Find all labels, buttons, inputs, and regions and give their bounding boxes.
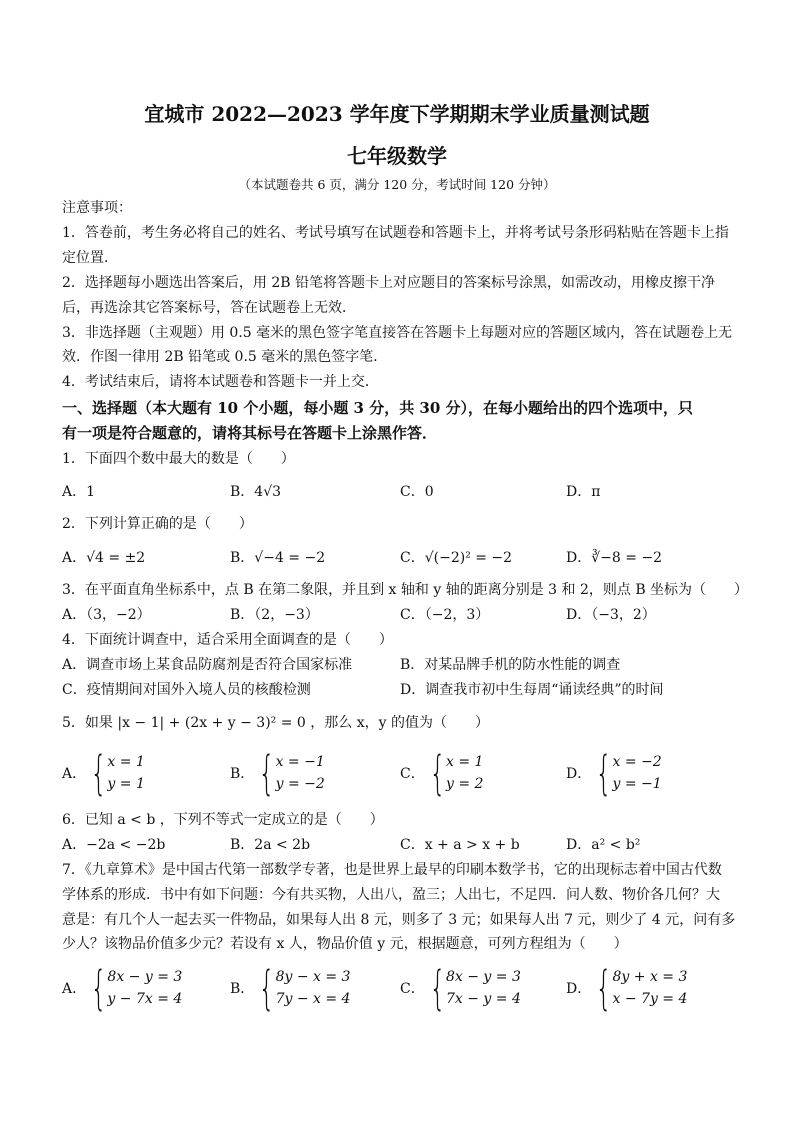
q5-option-d xyxy=(566,746,662,800)
q5-option-a xyxy=(62,746,145,800)
equation: y = −2 xyxy=(275,776,325,792)
equation: x = −2 xyxy=(612,754,662,770)
equation: 8y + x = 3 xyxy=(612,969,688,985)
q4-option-b: B．对某品牌手机的防水性能的调查 xyxy=(400,657,621,673)
brace-icon: { xyxy=(429,746,446,800)
instruction-line: 定位置． xyxy=(62,250,118,266)
equation: y − 7x = 4 xyxy=(107,991,183,1007)
equation: y = 1 xyxy=(107,776,145,792)
equation: x = 1 xyxy=(107,754,145,770)
section-heading: 有一项是符合题意的，请将其标号在答题卡上涂黑作答． xyxy=(62,424,438,442)
equation: x − 7y = 4 xyxy=(612,991,688,1007)
q4-option-d: D．调查我市初中生每周“诵读经典”的时间 xyxy=(400,682,664,698)
q3-option-b: B．（2，−3） xyxy=(230,607,319,623)
question-7-text: 学体系的形成．书中有如下问题：今有共买物，人出八，盈三；人出七，不足四．问人数、物价各几何？大 xyxy=(62,887,720,903)
brace-icon: { xyxy=(90,746,107,800)
q6-option-b: B．2a < 2b xyxy=(230,837,311,853)
brace-icon: { xyxy=(595,746,612,800)
q7-option-c-label: C． xyxy=(400,981,425,997)
q5-option-d-label: D． xyxy=(566,766,592,782)
q1-option-c: C．0 xyxy=(400,484,434,500)
q2-option-b: B．√−4 = −2 xyxy=(230,550,326,566)
q2-option-c: C．√(−2)² = −2 xyxy=(400,550,513,566)
q6-option-c: C．x + a > x + b xyxy=(400,837,520,853)
instruction-line: 3．非选择题（主观题）用 0.5 毫米的黑色签字笔直接答在答题卡上每题对应的答题区域内，答在试题卷上无 xyxy=(62,325,733,341)
q1-option-a: A．1 xyxy=(62,484,96,500)
brace-icon: { xyxy=(429,961,446,1015)
exam-subject: 七年级数学 xyxy=(347,144,447,168)
brace-icon: { xyxy=(595,961,612,1015)
equation: x = 1 xyxy=(446,754,484,770)
q5-option-a-label: A． xyxy=(62,766,87,782)
q7-option-c xyxy=(400,961,521,1015)
q3-option-a: A．（3，−2） xyxy=(62,607,151,623)
equation: 8x − y = 3 xyxy=(446,969,521,985)
q4-option-a: A．调查市场上某食品防腐剂是否符合国家标准 xyxy=(62,657,353,673)
q7-option-b-label: B． xyxy=(230,981,255,997)
section-heading: 一、选择题（本大题有 10 个小题，每小题 3 分，共 30 分），在每小题给出的四个选项中，只 xyxy=(62,399,694,417)
question-6-stem: 6．已知 a < b ，下列不等式一定成立的是（ ） xyxy=(62,812,384,828)
q6-option-d: D．a² < b² xyxy=(566,837,641,853)
equation: 8x − y = 3 xyxy=(107,969,183,985)
instruction-line: 后，再选涂其它答案标号，答在试题卷上无效． xyxy=(62,300,356,316)
q3-option-d: D．（−3，2） xyxy=(566,607,656,623)
question-4-stem: 4．下面统计调查中，适合采用全面调查的是（ ） xyxy=(62,632,393,648)
instruction-line: 2．选择题每小题选出答案后，用 2B 铅笔将答题卡上对应题目的答案标号涂黑，如需改动，用橡皮擦干净 xyxy=(62,275,716,291)
q1-option-b: B．4√3 xyxy=(230,484,282,500)
equation: 8y − x = 3 xyxy=(275,969,351,985)
equation: 7x − y = 4 xyxy=(446,991,521,1007)
instructions-heading: 注意事项： xyxy=(62,200,132,216)
question-7-text: 7．《九章算术》是中国古代第一部数学专著，也是世界上最早的印刷本数学书，它的出现标志着中国古代数 xyxy=(62,862,722,878)
q7-option-a-label: A． xyxy=(62,981,87,997)
question-5-stem: 5．如果 |x − 1| + (2x + y − 3)² = 0 ，那么 x，y 的值为（ ） xyxy=(62,715,489,731)
q4-option-c: C．疫情期间对国外入境人员的核酸检测 xyxy=(62,682,311,698)
instruction-line: 1．答卷前，考生务必将自己的姓名、考试号填写在试题卷和答题卡上，并将考试号条形码粘贴在答题卡上指 xyxy=(62,225,729,241)
q5-option-c-label: C． xyxy=(400,766,425,782)
q7-option-a xyxy=(62,961,183,1015)
question-2-stem: 2．下列计算正确的是（ ） xyxy=(62,516,253,532)
q5-option-b xyxy=(230,746,325,800)
instruction-line: 效．作图一律用 2B 铅笔或 0.5 毫米的黑色签字笔． xyxy=(62,349,388,365)
q5-option-b-label: B． xyxy=(230,766,255,782)
exam-title: 宜城市 2022—2023 学年度下学期期末学业质量测试题 xyxy=(144,102,650,126)
question-7-text: 意是：有几个人一起去买一件物品，如果每人出 8 元，则多了 3 元；如果每人出 7 元，则少了 4 元，问有多 xyxy=(62,912,736,928)
brace-icon: { xyxy=(258,961,275,1015)
q5-option-c xyxy=(400,746,484,800)
instruction-line: 4．考试结束后，请将本试题卷和答题卡一并上交． xyxy=(62,374,379,390)
brace-icon: { xyxy=(90,961,107,1015)
q2-option-d: D．∛−8 = −2 xyxy=(566,550,663,566)
q3-option-c: C．（−2，3） xyxy=(400,607,490,623)
equation: y = 2 xyxy=(446,776,484,792)
question-7-text: 少人？该物品价值多少元？若设有 x 人，物品价值 y 元，根据题意，可列方程组为（ ） xyxy=(62,936,628,952)
q2-option-a: A．√4 = ±2 xyxy=(62,550,146,566)
q6-option-a: A．−2a < −2b xyxy=(62,837,166,853)
question-1-stem: 1．下面四个数中最大的数是（ ） xyxy=(62,451,295,467)
exam-note: （本试题卷共 6 页，满分 120 分，考试时间 120 分钟） xyxy=(238,177,556,192)
equation: 7y − x = 4 xyxy=(275,991,351,1007)
q7-option-d xyxy=(566,961,688,1015)
brace-icon: { xyxy=(258,746,275,800)
q7-option-b xyxy=(230,961,351,1015)
equation: x = −1 xyxy=(275,754,325,770)
q7-option-d-label: D． xyxy=(566,981,592,997)
equation: y = −1 xyxy=(612,776,662,792)
q1-option-d: D．π xyxy=(566,484,601,500)
question-3-stem: 3．在平面直角坐标系中，点 B 在第二象限，并且到 x 轴和 y 轴的距离分别是 3 和 2，则点 B 坐标为（ ） xyxy=(62,582,749,598)
